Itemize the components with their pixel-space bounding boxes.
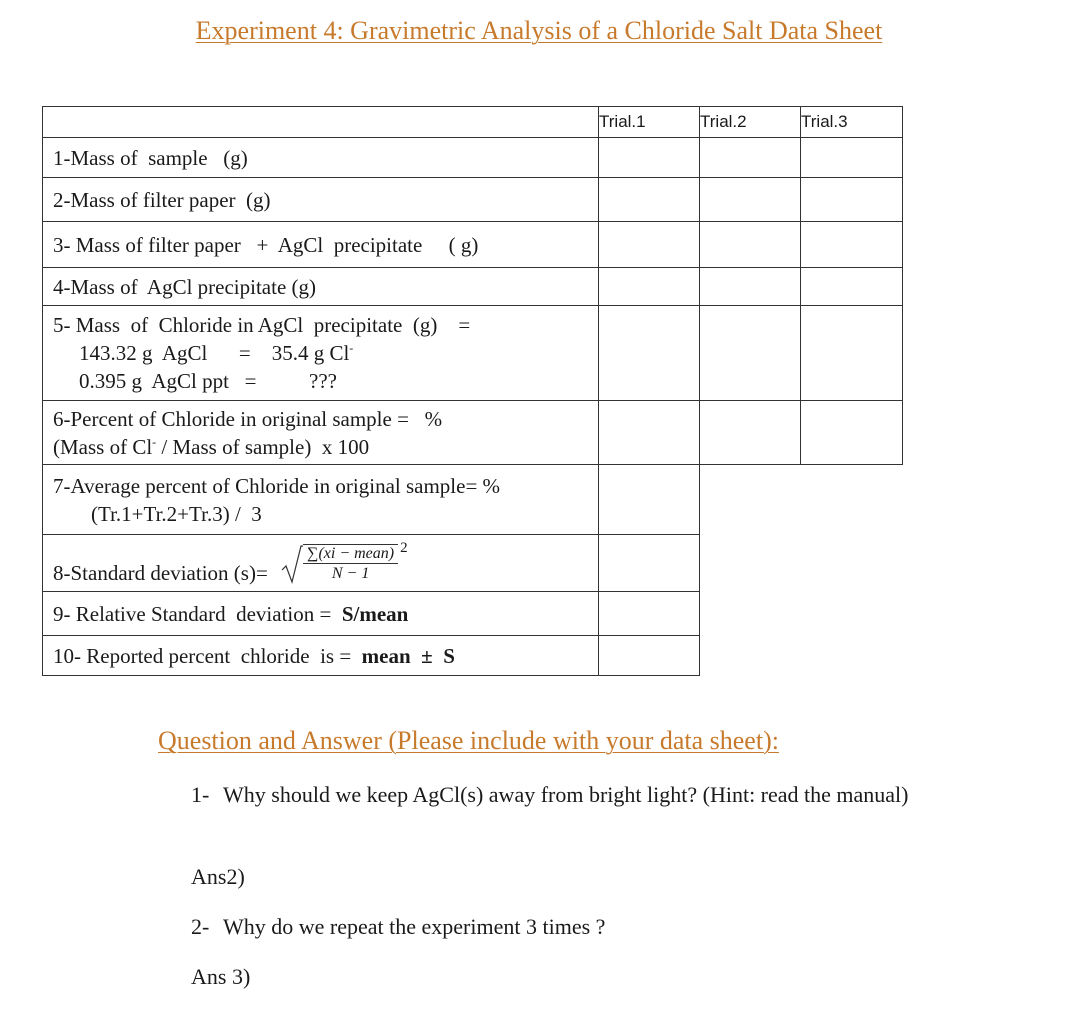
row-label-mass-of-filter-paper [43,178,599,222]
question-number: 2- [191,914,210,939]
conversion-line-1 [53,339,592,367]
exponent: 2 [400,540,408,556]
trial-1-input-cell[interactable] [599,222,700,268]
trial-2-input-cell[interactable] [700,222,801,268]
trial-1-input-cell[interactable] [599,401,700,465]
trial-3-input-cell[interactable] [801,178,903,222]
superscript-minus: - [349,341,354,355]
result-input-cell[interactable] [599,535,700,592]
row-label-text: 1-Mass of sample (g) [53,145,248,170]
table-row [43,535,903,592]
row-label-mass-of-agcl [43,268,599,306]
table-row [43,465,903,535]
trial-1-input-cell[interactable] [599,268,700,306]
column-header-trial-3: Trial.3 [801,107,903,138]
trial-2-input-cell[interactable] [700,306,801,401]
trial-2-input-cell[interactable] [700,178,801,222]
trial-2-input-cell[interactable] [700,401,801,465]
table-row [43,268,903,306]
row-label-standard-deviation [43,535,599,592]
question-text: Why do we repeat the experiment 3 times ? [223,914,606,939]
row-label-line [53,642,592,670]
empty-space [700,636,903,676]
row-label-text: 9- Relative Standard deviation = [53,601,342,626]
std-dev-formula [281,540,408,584]
trial-3-input-cell[interactable] [801,138,903,178]
row-label-mass-filter-paper-agcl [43,222,599,268]
trial-3-input-cell[interactable] [801,222,903,268]
row-label-average-percent [43,465,599,535]
conversion-line-2: 0.395 g AgCl ppt = ??? [79,369,337,393]
row-label-relative-std-dev [43,592,599,636]
row-label-mass-of-chloride [43,306,599,401]
result-input-cell[interactable] [599,592,700,636]
fraction [303,544,398,584]
formula-line [53,433,592,461]
question-2 [191,912,923,942]
question-number: 1- [191,782,210,807]
formula-text: / Mass of sample) x 100 [156,434,370,459]
table-row [43,138,903,178]
row-label-text: 10- Reported percent chloride is = [53,643,362,668]
trial-3-input-cell[interactable] [801,306,903,401]
row-label-text: 3- Mass of filter paper + AgCl precipitate ( g) [53,232,479,257]
empty-space [700,592,903,636]
table-row [43,178,903,222]
empty-space [700,535,903,592]
trial-1-input-cell[interactable] [599,178,700,222]
result-input-cell[interactable] [599,465,700,535]
superscript-minus: - [152,434,157,449]
column-header-trial-1: Trial.1 [599,107,700,138]
row-label-text: 2-Mass of filter paper (g) [53,187,271,212]
fraction-denominator: N − 1 [331,565,370,582]
row-label-text: 8-Standard deviation (s)= [53,561,268,585]
table-header-row [43,107,903,138]
trial-2-input-cell[interactable] [700,268,801,306]
result-input-cell[interactable] [599,636,700,676]
trial-1-input-cell[interactable] [599,138,700,178]
question-text: Why should we keep AgCl(s) away from bright light? (Hint: read the manual) [223,782,909,807]
header-blank-cell [43,107,599,138]
row-label-percent-chloride [43,401,599,465]
page-title: Experiment 4: Gravimetric Analysis of a Chloride Salt Data Sheet [195,16,883,45]
trial-2-input-cell[interactable] [700,138,801,178]
row-label-text: 4-Mass of AgCl precipitate (g) [53,274,317,299]
answer-label-2: Ans2) [191,864,245,889]
column-header-trial-2: Trial.2 [700,107,801,138]
table-row [43,592,903,636]
data-table [42,106,903,676]
answer-label-3: Ans 3) [191,964,251,989]
trial-1-input-cell[interactable] [599,306,700,401]
row-label-bold: mean ± S [361,643,455,668]
fraction-numerator: ∑(xi − mean) [303,545,398,564]
sqrt-radical-icon [281,544,303,584]
qa-section-title: Question and Answer (Please include with your data sheet): [158,726,779,755]
trial-3-input-cell[interactable] [801,401,903,465]
empty-space [700,465,903,535]
table-row [43,306,903,401]
question-1 [191,780,923,810]
row-label-bold: S/mean [341,601,409,626]
table-row [43,222,903,268]
table-row [43,636,903,676]
trial-3-input-cell[interactable] [801,268,903,306]
table-row [43,401,903,465]
row-label-reported-percent [43,636,599,676]
row-label-mass-of-sample [43,138,599,178]
row-label-text: 6-Percent of Chloride in original sample = % [53,406,443,431]
row-label-line [53,600,592,628]
row-label-text: 5- Mass of Chloride in AgCl precipitate (g) = [53,313,471,337]
formula-text: (Mass of Cl [53,434,153,459]
formula-line: (Tr.1+Tr.2+Tr.3) / 3 [91,501,262,526]
conversion-text: 143.32 g AgCl = 35.4 g Cl [79,341,350,365]
row-label-text: 7-Average percent of Chloride in original sample= % [53,473,501,498]
